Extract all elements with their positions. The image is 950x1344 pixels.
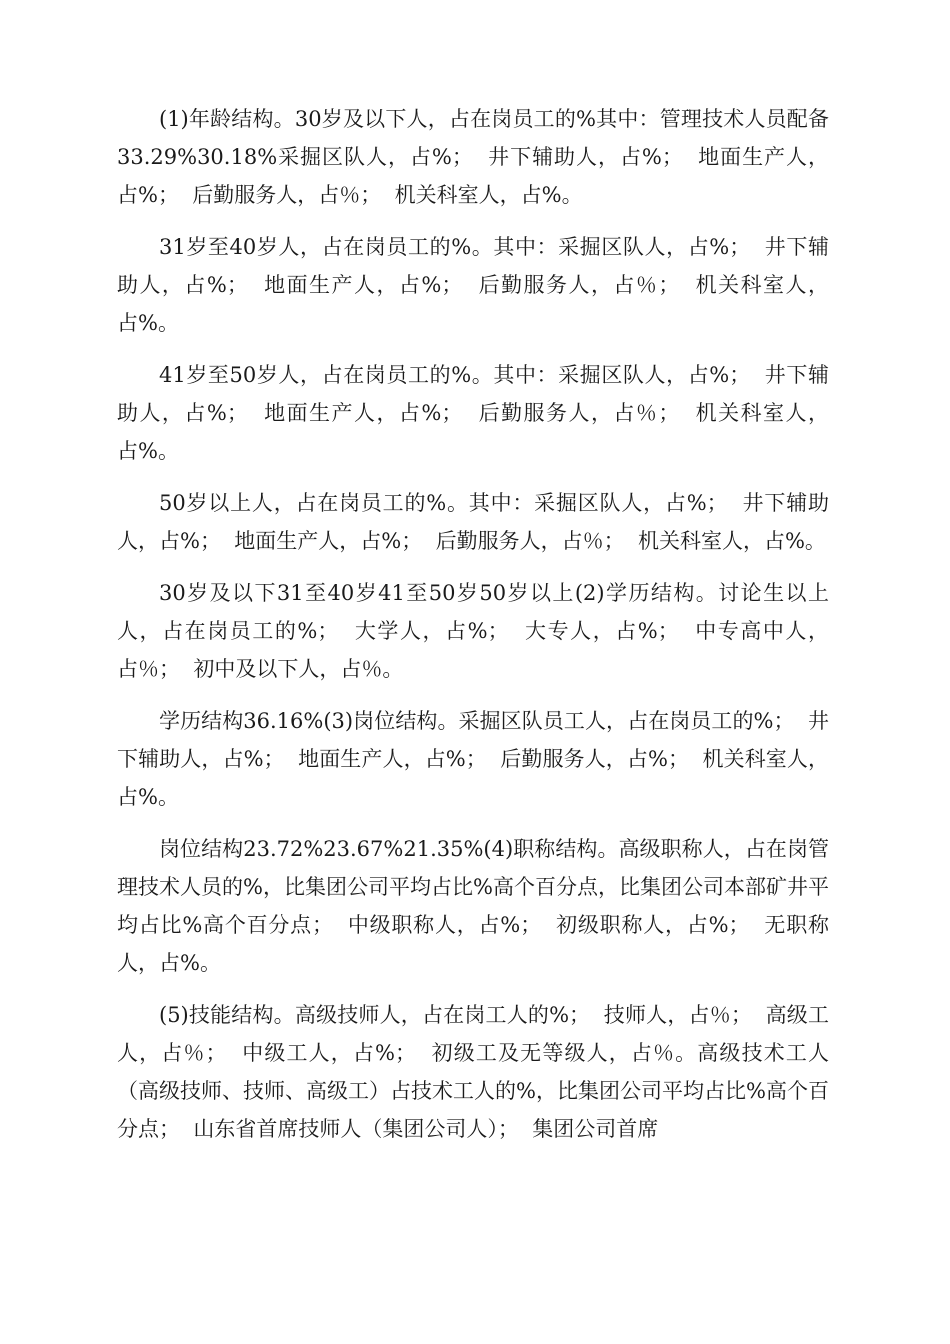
paragraph-education-structure: 30岁及以下31至40岁41至50岁50岁以上(2)学历结构。讨论生以上人，占在岗员工的%； 大学人，占%； 大专人，占%； 中专高中人，占％； 初中及以下人，占％。 <box>117 581 829 681</box>
paragraph-position-structure: 学历结构36.16%(3)岗位结构。采掘区队员工人，占在岗员工的%； 井下辅助人，占%； 地面生产人，占%； 后勤服务人，占%； 机关科室人，占%。 <box>117 709 829 809</box>
paragraph-title-structure: 岗位结构23.72%23.67%21.35%(4)职称结构。高级职称人，占在岗管理技术人员的%，比集团公司平均占比%高个百分点，比集团公司本部矿井平均占比%高个百分点； 中级职称人，占%； 初级职称人，占%； 无职称人，占%。 <box>117 837 829 975</box>
paragraph-age-over-50: 50岁以上人，占在岗员工的%。其中：采掘区队人，占%； 井下辅助人，占%； 地面生产人，占%； 后勤服务人，占％； 机关科室人，占%。 <box>117 491 829 553</box>
paragraph-age-31-40: 31岁至40岁人，占在岗员工的%。其中：采掘区队人，占%； 井下辅助人，占%； 地面生产人，占%； 后勤服务人，占％； 机关科室人，占%。 <box>117 235 829 335</box>
paragraph-skill-structure: (5)技能结构。高级技师人，占在岗工人的%； 技师人，占％； 高级工人，占％； 中级工人，占%； 初级工及无等级人，占％。高级技术工人（高级技师、技师、高级工）占技术工人的%，比集团公司平均占比%高个百分点； 山东省首席技师人（集团公司人）； 集团公司首席 <box>117 1003 829 1141</box>
document-body <box>117 100 829 1162</box>
paragraph-age-30-and-under: (1)年龄结构。30岁及以下人，占在岗员工的%其中：管理技术人员配备33.29%30.18%采掘区队人，占%； 井下辅助人，占%； 地面生产人，占%； 后勤服务人，占％； 机关科室人，占%。 <box>117 107 829 207</box>
paragraph-age-41-50: 41岁至50岁人，占在岗员工的%。其中：采掘区队人，占%； 井下辅助人，占%； 地面生产人，占%； 后勤服务人，占％； 机关科室人，占%。 <box>117 363 829 463</box>
